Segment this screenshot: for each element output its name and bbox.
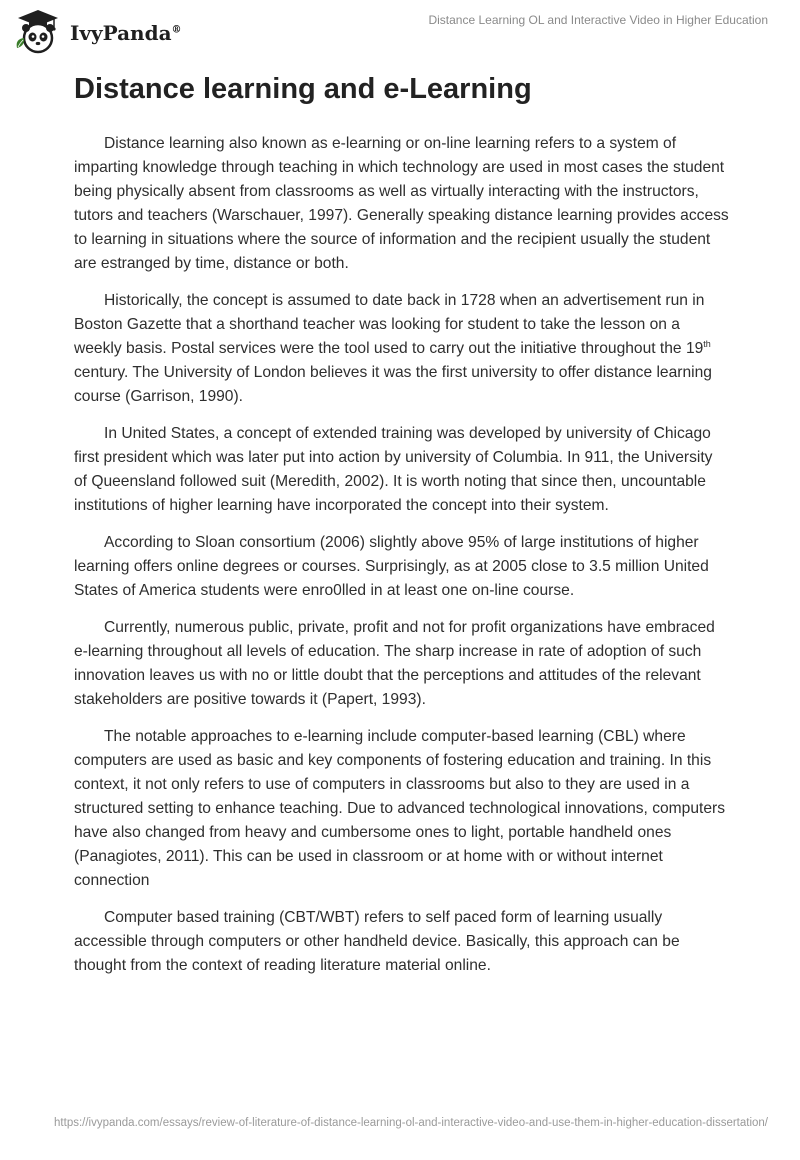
- paragraph-1: Distance learning also known as e-learning or on-line learning refers to a system of imparting knowledge through teaching in which technology are used in most cases the student being physically absent from classrooms as well as virtually interacting with the instructors, tutors and teachers (Warschauer, 1997). Generally speaking distance learning provides access to learning in situations where the source of information and the recipient usually the student are estranged by time, distance or both.: [74, 135, 729, 272]
- article-body: [74, 132, 729, 991]
- registered-mark: ®: [171, 24, 182, 36]
- paragraph-3: In United States, a concept of extended training was developed by university of Chicago first president which was later put into action by university of Columbia. In 911, the University of Queensland followed suit (Meredith, 2002). It is worth noting that since then, uncountable institutions of higher learning have incorporated the concept into their system.: [74, 425, 713, 514]
- ordinal-suffix: th: [703, 338, 711, 349]
- paragraph-7: Computer based training (CBT/WBT) refers to self paced form of learning usually accessible through computers or other handheld device. Basically, this approach can be thought from the context of reading literature material online.: [74, 909, 680, 974]
- paragraph-6: The notable approaches to e-learning include computer-based learning (CBL) where computers are used as basic and key components of fostering education and training. In this context, it not only refers to use of computers in classrooms but also to they are used in a structured setting to enhance teaching. Due to advanced technological innovations, computers have also changed from heavy and cumbersome ones to light, portable handheld ones (Panagiotes, 2011). This can be used in classroom or at home with or without internet connection: [74, 728, 726, 889]
- source-url[interactable]: https://ivypanda.com/essays/review-of-literature-of-distance-learning-ol-and-interactive-video-and-use-them-in-higher-education-dissertation/: [54, 1117, 768, 1129]
- document-title: Distance Learning OL and Interactive Video in Higher Education: [428, 13, 768, 27]
- paragraph-2-part-1: Historically, the concept is assumed to date back in 1728 when an advertisement run in Boston Gazette that a shorthand teacher was looking for student to take the lesson on a weekly basis. Postal services were the tool used to carry out the initiative throughout the 19: [74, 292, 705, 357]
- ivypanda-logo[interactable]: [14, 8, 182, 56]
- panda-graduate-icon: [14, 8, 62, 56]
- paragraph-5: Currently, numerous public, private, profit and not for profit organizations have embraced e-learning throughout all levels of education. The sharp increase in rate of adoption of such innovation leaves us with no or little doubt that the perceptions and attitudes of the relevant stakeholders are positive towards it (Papert, 1993).: [74, 619, 715, 708]
- brand-text: IvyPanda: [70, 21, 172, 45]
- brand-name: [70, 21, 182, 45]
- paragraph-2-part-2: century. The University of London believes it was the first university to offer distance learning course (Garrison, 1990).: [74, 364, 712, 405]
- page-header: [0, 0, 800, 60]
- paragraph-4: According to Sloan consortium (2006) slightly above 95% of large institutions of higher learning offers online degrees or courses. Surprisingly, as at 2005 close to 3.5 million United States of America students were enro0lled in at least one on-line course.: [74, 534, 709, 599]
- page-title: Distance learning and e-Learning: [74, 73, 532, 105]
- paragraph-2: [74, 289, 729, 409]
